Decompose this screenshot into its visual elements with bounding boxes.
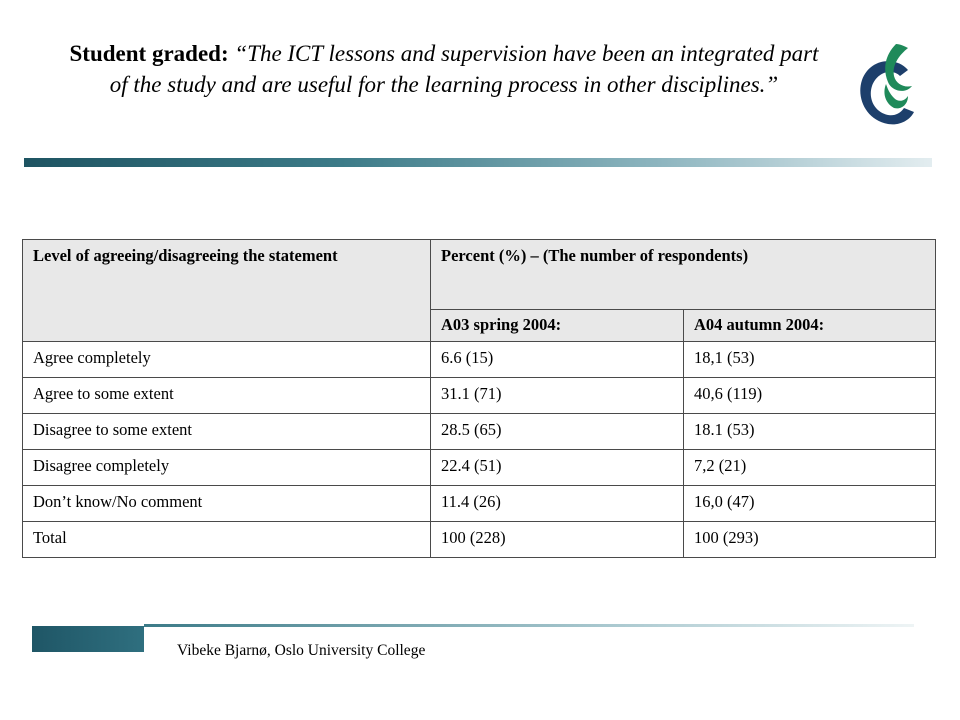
table-row [23, 414, 936, 450]
header-percent: Percent (%) – (The number of respondents) [431, 240, 936, 310]
header-a04: A04 autumn 2004: [684, 310, 936, 342]
row-a04-value: 100 (293) [684, 522, 936, 558]
title-divider [24, 158, 932, 167]
row-a03-value: 31.1 (71) [431, 378, 684, 414]
row-label: Agree completely [23, 342, 431, 378]
title-lead: Student graded: [69, 41, 229, 66]
row-a03-value: 28.5 (65) [431, 414, 684, 450]
table-header-row [23, 240, 936, 310]
row-a04-value: 16,0 (47) [684, 486, 936, 522]
row-a03-value: 6.6 (15) [431, 342, 684, 378]
table-row-total [23, 522, 936, 558]
college-logo-icon [852, 40, 924, 132]
footer-accent-bar [32, 626, 144, 652]
header-level: Level of agreeing/disagreeing the statement [23, 240, 431, 342]
row-a04-value: 18.1 (53) [684, 414, 936, 450]
row-a03-value: 22.4 (51) [431, 450, 684, 486]
table-row [23, 342, 936, 378]
row-label: Disagree to some extent [23, 414, 431, 450]
row-label: Agree to some extent [23, 378, 431, 414]
footer-divider [144, 624, 914, 627]
footer-author: Vibeke Bjarnø, Oslo University College [177, 642, 426, 659]
table-row [23, 378, 936, 414]
slide-title [60, 38, 828, 100]
row-a04-value: 18,1 (53) [684, 342, 936, 378]
row-a04-value: 40,6 (119) [684, 378, 936, 414]
header-a03: A03 spring 2004: [431, 310, 684, 342]
table-row [23, 450, 936, 486]
table-row [23, 486, 936, 522]
row-a03-value: 11.4 (26) [431, 486, 684, 522]
row-a03-value: 100 (228) [431, 522, 684, 558]
title-quote: “The ICT lessons and supervision have been an integrated part of the study and are useful for the learning process in other disciplines.” [109, 41, 819, 97]
row-label: Total [23, 522, 431, 558]
row-a04-value: 7,2 (21) [684, 450, 936, 486]
survey-results-table [22, 239, 936, 558]
row-label: Don’t know/No comment [23, 486, 431, 522]
row-label: Disagree completely [23, 450, 431, 486]
